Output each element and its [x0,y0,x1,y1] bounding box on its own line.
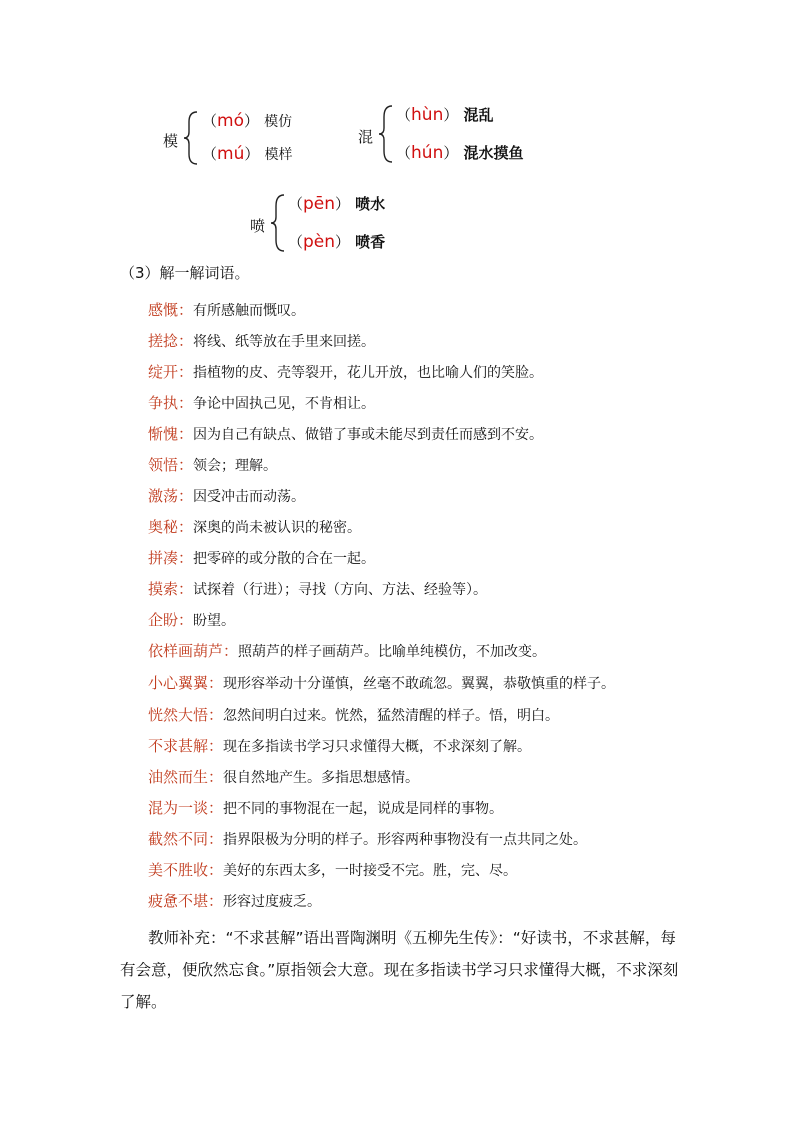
section-title: （3）解一解词语。 [120,264,250,282]
vocab-term: 奥秘： [148,518,194,536]
open-paren: （ [396,144,412,162]
vocab-def: 将线、纸等放在手里来回搓。 [193,334,376,350]
vocab-def: 现形容举动十分谨慎，丝毫不敢疏忽。翼翼，恭敬慎重的样子。 [223,676,616,692]
vocab-item [148,423,543,444]
vocab-term: 截然不同： [148,830,224,848]
vocab-def: 盼望。 [193,613,236,629]
vocab-def: 忽然间明白过来。恍然，猛然清醒的样子。悟，明白。 [223,708,560,724]
vocab-term: 搓捻： [148,332,194,350]
vocab-term: 企盼： [148,611,194,629]
vocab-item [148,330,375,351]
brace-icon [378,104,394,164]
vocab-term: 美不胜收： [148,861,224,879]
polyphone-row [288,231,385,252]
vocab-item [148,828,587,849]
vocab-def: 试探着（行进）；寻找（方向、方法、经验等）。 [193,582,488,598]
vocab-term: 领悟： [148,456,194,474]
vocab-term: 小心翼翼： [148,674,224,692]
vocab-def: 指植物的皮、壳等裂开，花儿开放，也比喻人们的笑脸。 [193,365,544,381]
vocab-term: 绽开： [148,363,194,381]
vocab-item [148,547,375,568]
polyphone-row [288,193,385,214]
word-hun-1: 混乱 [463,106,494,124]
polyphone-row [396,142,523,163]
close-paren: ） [335,195,351,213]
open-paren: （ [202,145,218,163]
close-paren: ） [243,112,259,130]
vocab-item [148,454,277,475]
pinyin-mo-2: mú [217,144,245,164]
vocab-def: 现在多指读书学习只求懂得大概，不求深刻了解。 [223,739,532,755]
vocab-item [148,859,517,880]
word-pen-1: 喷水 [355,195,386,213]
vocab-def: 很自然地产生。多指思想感情。 [223,770,420,786]
vocab-item [148,609,235,630]
pinyin-mo-1: mó [217,111,244,131]
word-pen-2: 喷香 [355,233,386,251]
vocab-term: 惭愧： [148,425,194,443]
vocab-item [148,640,546,661]
pinyin-pen-1: pēn [303,194,336,214]
vocab-term: 恍然大悟： [148,706,224,724]
vocab-def: 因受冲击而动荡。 [193,489,306,505]
vocab-term: 混为一谈： [148,799,224,817]
vocab-def: 深奥的尚未被认识的秘密。 [193,520,362,536]
open-paren: （ [288,195,304,213]
polyphone-row [396,104,493,125]
word-mo-2: 模样 [264,147,293,163]
polyphone-row [202,110,292,131]
vocab-item [148,299,305,320]
vocab-term: 争执： [148,394,194,412]
vocab-term: 不求甚解： [148,737,224,755]
brace-icon [270,193,286,253]
vocab-def: 把不同的事物混在一起，说成是同样的事物。 [223,801,504,817]
vocab-item [148,735,531,756]
close-paren: ） [443,106,459,124]
vocab-item [148,392,375,413]
polyphone-char-pen: 喷 [250,217,266,235]
vocab-def: 因为自己有缺点、做错了事或未能尽到责任而感到不安。 [193,427,544,443]
vocab-term: 激荡： [148,487,194,505]
vocab-item [148,797,503,818]
vocab-item [148,704,559,725]
vocab-def: 争论中固执己见，不肯相让。 [193,396,376,412]
vocab-def: 指界限极为分明的样子。形容两种事物没有一点共同之处。 [223,832,588,848]
vocab-term: 拼凑： [148,549,194,567]
vocab-def: 有所感触而慨叹。 [193,303,306,319]
teacher-note: 教师补充：“不求甚解”语出晋陶渊明《五柳先生传》：“好读书，不求甚解，每有会意，便欣然忘食。”原指领会大意。现在多指读书学习只求懂得大概，不求深刻了解。 [120,929,679,1011]
open-paren: （ [202,112,218,130]
brace-icon [183,110,199,166]
vocab-item [148,766,419,787]
pinyin-pen-2: pèn [303,232,336,252]
pinyin-hun-2: hún [411,143,444,163]
close-paren: ） [335,233,351,251]
open-paren: （ [396,106,412,124]
vocab-item [148,578,487,599]
close-paren: ） [443,144,459,162]
word-mo-1: 模仿 [264,114,293,130]
vocab-def: 照葫芦的样子画葫芦。比喻单纯模仿，不加改变。 [238,644,547,660]
polyphone-char-hun: 混 [358,128,374,146]
vocab-term: 油然而生： [148,768,224,786]
open-paren: （ [288,233,304,251]
polyphone-char-mo: 模 [163,132,179,150]
vocab-term: 依样画葫芦： [148,642,239,660]
close-paren: ） [244,145,260,163]
vocab-def: 领会；理解。 [193,458,278,474]
polyphone-row [202,143,292,164]
vocab-item [148,890,321,911]
pinyin-hun-1: hùn [411,105,444,125]
vocab-def: 形容过度疲乏。 [223,894,322,910]
vocab-term: 疲惫不堪： [148,892,224,910]
vocab-term: 感慨： [148,301,194,319]
vocab-item [148,361,543,382]
vocab-item [148,485,305,506]
vocab-item [148,516,361,537]
vocab-term: 摸索： [148,580,194,598]
word-hun-2: 混水摸鱼 [463,144,524,162]
vocab-def: 美好的东西太多，一时接受不完。胜，完、尽。 [223,863,518,879]
vocab-def: 把零碎的或分散的合在一起。 [193,551,376,567]
vocab-item [148,672,615,693]
